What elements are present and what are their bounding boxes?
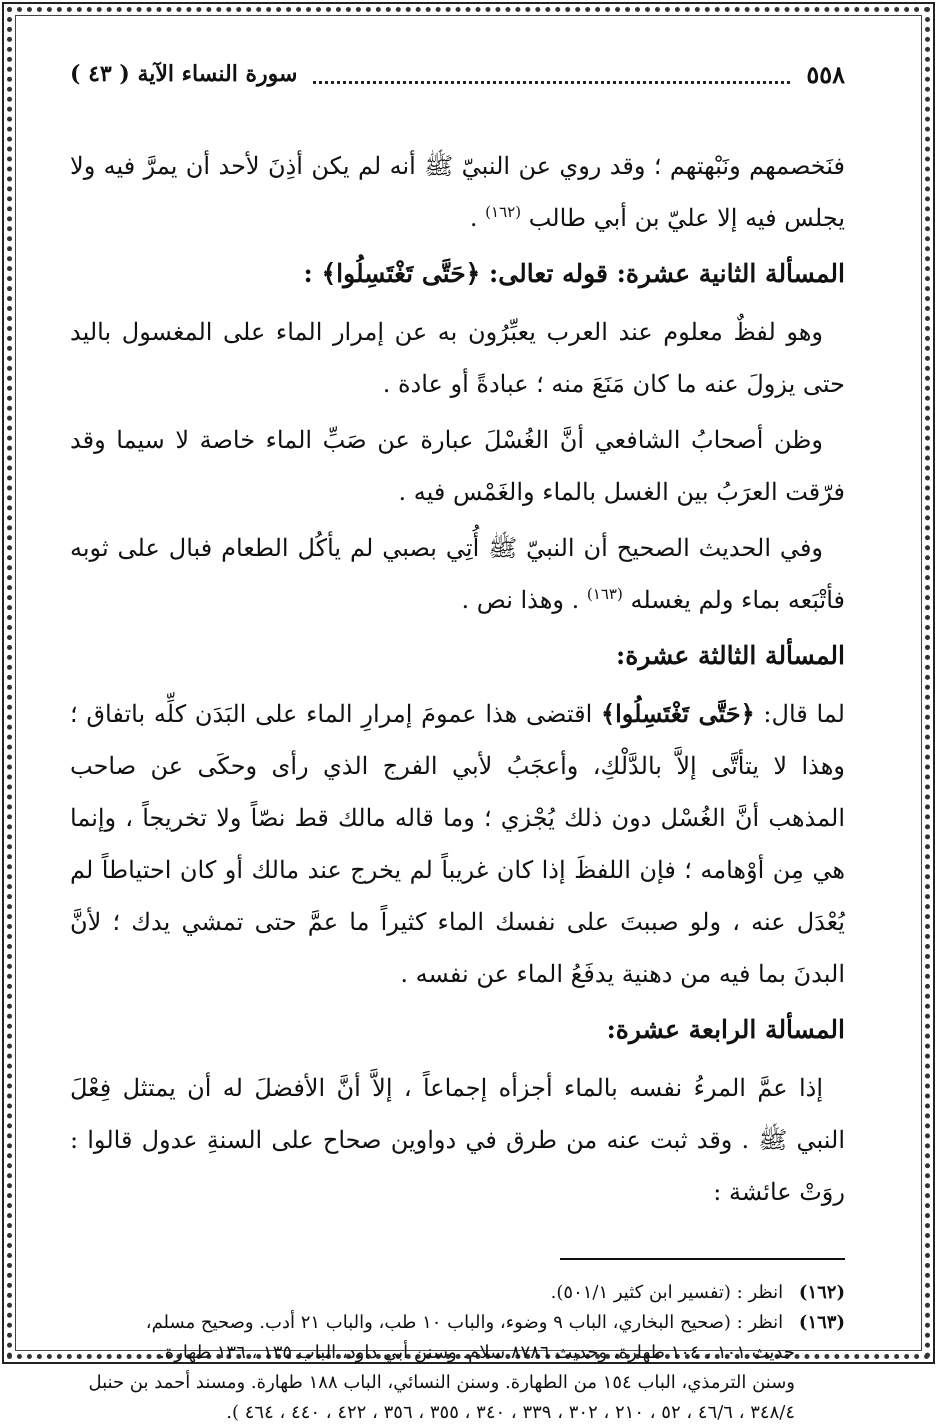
page-body <box>70 140 845 1428</box>
footnote-number: (١٦٢) <box>798 1282 845 1303</box>
footnotes <box>70 1278 845 1428</box>
footnote-163 <box>70 1308 845 1338</box>
footnote-ref-162[interactable]: (١٦٢) <box>485 203 522 221</box>
paragraph-6: إذا عمَّ المرءُ نفسه بالماء أجزأه إجماعاً ، إلاَّ أنَّ الأفضلَ له أن يمتثل فِعْلَ النبي ﷺ . وقد ثبت عنه من طرق في دواوين صحاح على السنةِ عدول قالوا : روَتْ عائشة : <box>70 1074 845 1206</box>
heading-issue-12-end: : <box>303 259 313 288</box>
heading-issue-14: المسألة الرابعة عشرة: <box>606 1015 845 1044</box>
header-dotted-leader <box>313 65 790 84</box>
heading-issue-13: المسألة الثالثة عشرة: <box>616 641 845 670</box>
paragraph-5-text: اقتضى هذا عمومَ إمرارِ الماء على البَدَن كلِّه باتفاق ؛ وهذا لا يتأتَّى إلاَّ بالدَّلْكِ، وأعجَبُ لأبي الفرج الذي رأى وحكَى عن صاحب المذهب أنَّ الغُسْل دون ذلك يُجْزي ؛ وما قاله مالك قط نصّاً ولا تخريجاً ، وإنما هي مِن أوْهامه ؛ فإن اللفظَ إذا كان غريباً لم يخرج عند مالك أو كان احتياطاً لم يُعْدَل عنه ، ولو صببتَ على نفسك الماء كثيراً ما عمَّ حتى تمشي يدك ؛ لأنَّ البدنَ بما فيه من دهنية يدفَعُ الماء عن نفسه . <box>70 700 845 988</box>
surah-title: سورة النساء الآية ( ٤٣ ) <box>70 61 298 87</box>
paragraph-4-text: وفي الحديث الصحيح أن النبيّ ﷺ أُتِي بصبي لم يأكُل الطعام فبال على ثوبه فأتْبَعه بماء ولم يغسله <box>70 534 845 614</box>
footnote-number: (١٦٣) <box>798 1312 845 1333</box>
running-header <box>70 56 845 92</box>
quran-quote: ﴿حَتَّى تَغْتَسِلُوا﴾ <box>601 699 755 728</box>
page-number: ٥٥٨ <box>806 59 845 89</box>
footnote-text: انظر : (تفسير ابن كثير ٥٠١/١). <box>550 1282 784 1303</box>
footnote-163-line-2: حديث ١٠١ ، ١٠٤ طهارة، وحديث ٨٧٨٦ سلام. وسنن أبي داود، الباب ١٣٥ ، ١٣٦ طهارة. <box>159 1342 795 1363</box>
footnote-ref-163[interactable]: (١٦٣) <box>586 585 623 603</box>
paragraph-5 <box>70 688 845 1000</box>
paragraph-5-start: لما قال: <box>763 700 845 728</box>
quran-quote: ﴿حَتَّى تَغْتَسِلُوا﴾ <box>321 259 481 288</box>
paragraph-3: وظن أصحابُ الشافعي أنَّ الغُسْلَ عبارة عن صَبِّ الماء خاصة لا سيما وقد فرّقت العرَبُ بين الغسل بالماء والغَمْس فيه . <box>70 426 845 506</box>
heading-issue-12 <box>70 248 845 300</box>
heading-issue-12-label: المسألة الثانية عشرة: قوله تعالى: <box>489 259 845 288</box>
footnote-163-line-4: ٣٤٨/٤ ، ٤٦/٦ ، ٥٢ ، ٢١٠ ، ٣٠٢ ، ٣٣٩ ، ٣٤٠ ، ٣٥٥ ، ٣٥٦ ، ٤٢٢ ، ٤٤٠ ، ٤٦٤ ). <box>226 1402 795 1423</box>
paragraph-4 <box>70 522 845 626</box>
paragraph-1-text: فنَخصمهم ونَبْهتهم ؛ وقد روي عن النبيّ ﷺ أنه لم يكن أذِنَ لأحد أن يمرَّ فيه ولا يجلس فيه إلا عليّ بن أبي طالب <box>70 152 845 232</box>
footnote-text: انظر : (صحيح البخاري، الباب ٩ وضوء، والباب ١٠ طب، والباب ٢١ أدب. وصحيح مسلم، <box>145 1312 784 1333</box>
footnote-162 <box>70 1278 845 1308</box>
paragraph-2: وهو لفظٌ معلوم عند العرب يعبِّرُون به عن إمرار الماء على المغسول باليد حتى يزولَ عنه ما كان مَنَعَ منه ؛ عبادةً أو عادة . <box>70 318 845 398</box>
paragraph-1-end: . <box>469 204 478 232</box>
footnote-163-line-3: وسنن الترمذي، الباب ١٥٤ من الطهارة. وسنن النسائي، الباب ١٨٨ طهارة. ومسند أحمد بن حنبل <box>88 1372 795 1393</box>
paragraph-4-end: . وهذا نص . <box>461 586 580 614</box>
footnote-separator <box>560 1258 845 1260</box>
paragraph-1 <box>70 140 845 244</box>
book-page <box>70 56 845 1423</box>
